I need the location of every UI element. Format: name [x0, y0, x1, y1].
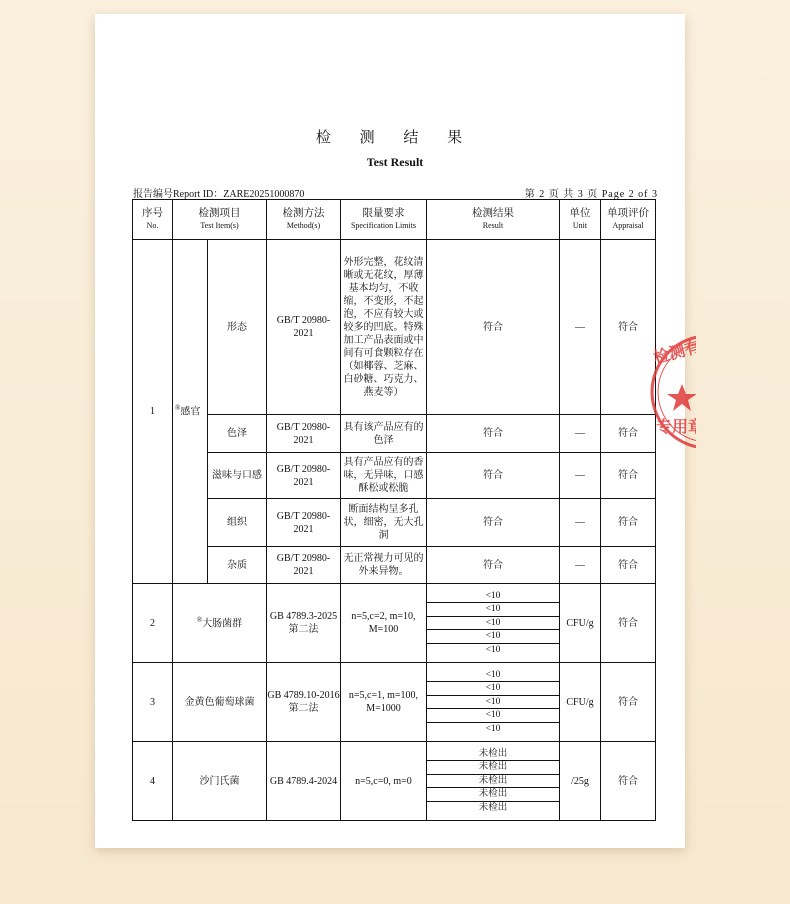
header-unit: 单位 Unit: [560, 200, 601, 240]
test-result: 符合: [427, 453, 560, 499]
header-item: 检测项目 Test Item(s): [173, 200, 267, 240]
group-label: ®感官: [173, 240, 208, 584]
test-item: 色泽: [208, 415, 267, 453]
test-result: 符合: [427, 240, 560, 415]
spec-limit: n=5,c=1, m=100, M=1000: [341, 663, 427, 742]
test-method: GB/T 20980-2021: [267, 499, 341, 547]
test-item: 组织: [208, 499, 267, 547]
appraisal: 符合: [601, 547, 656, 584]
appraisal: 符合: [601, 742, 656, 821]
sub-result: 未检出: [427, 748, 559, 761]
header-appraisal: 单项评价 Appraisal: [601, 200, 656, 240]
unit: CFU/g: [560, 663, 601, 742]
unit: —: [560, 240, 601, 415]
table-row: [133, 547, 656, 584]
test-result: 符合: [427, 415, 560, 453]
row-number: 2: [133, 584, 173, 663]
spec-limit: 无正常视力可见的外来异物。: [341, 547, 427, 584]
sub-result: <10: [427, 669, 559, 682]
appraisal: 符合: [601, 453, 656, 499]
sub-result: <10: [427, 682, 559, 695]
sub-result: <10: [427, 590, 559, 603]
unit: CFU/g: [560, 584, 601, 663]
appraisal: 符合: [601, 663, 656, 742]
title-english: Test Result: [366, 155, 424, 169]
company-seal: [648, 332, 705, 452]
sub-result: <10: [427, 617, 559, 630]
sub-result: 未检出: [478, 802, 508, 813]
sub-result: <10: [427, 696, 559, 709]
sub-result: <10: [485, 723, 501, 734]
sub-result: 未检出: [427, 788, 559, 801]
svg-text:专用章: 专用章: [656, 417, 705, 436]
appraisal: 符合: [601, 499, 656, 547]
sub-results: [427, 742, 560, 821]
sub-results: [427, 584, 560, 663]
test-item: 杂质: [208, 547, 267, 584]
table-row: [133, 415, 656, 453]
table-row: [133, 663, 656, 742]
test-result: 符合: [427, 499, 560, 547]
report-meta-line: [133, 185, 658, 199]
unit: —: [560, 547, 601, 584]
sub-result: <10: [485, 644, 501, 655]
row-number: 3: [133, 663, 173, 742]
table-row: [133, 499, 656, 547]
test-method: GB 4789.10-2016 第二法: [267, 663, 341, 742]
table-row: [133, 453, 656, 499]
header-result: 检测结果 Result: [427, 200, 560, 240]
appraisal: 符合: [601, 415, 656, 453]
test-item: 滋味与口感: [208, 453, 267, 499]
svg-text:检测有: 检测有: [651, 336, 703, 368]
sub-result: 未检出: [427, 761, 559, 774]
test-method: GB/T 20980-2021: [267, 415, 341, 453]
page-indicator: 第 2 页 共 3 页 Page 2 of 3: [524, 189, 658, 200]
test-item: 沙门氏菌: [173, 742, 267, 821]
test-method: GB/T 20980-2021: [267, 240, 341, 415]
spec-limit: 具有产品应有的香味，无异味，口感酥松或松脆: [341, 453, 427, 499]
test-result: 符合: [427, 547, 560, 584]
spec-limit: 外形完整，花纹清晰或无花纹，厚薄基本均匀，不收缩，不变形，不起泡，不应有较大或较多的凹底。特殊加工产品表面或中间有可食颗粒存在（如椰蓉、芝麻、白砂糖、巧克力、燕麦等）: [341, 240, 427, 415]
row-number: 1: [133, 240, 173, 584]
spec-limit: n=5,c=2, m=10, M=100: [341, 584, 427, 663]
appraisal: 符合: [601, 584, 656, 663]
header-no: 序号 No.: [133, 200, 173, 240]
table-header-row: [133, 200, 656, 240]
spec-limit: n=5,c=0, m=0: [341, 742, 427, 821]
unit: —: [560, 453, 601, 499]
unit: —: [560, 499, 601, 547]
test-item: 形态: [208, 240, 267, 415]
sub-result: <10: [427, 603, 559, 616]
results-table: [132, 199, 656, 821]
unit: /25g: [560, 742, 601, 821]
table-row: [133, 240, 656, 415]
test-item: 金黄色葡萄球菌: [173, 663, 267, 742]
header-method: 检测方法 Method(s): [267, 200, 341, 240]
report-id: 报告编号Report ID：ZARE20251000870: [133, 189, 305, 200]
sub-result: 未检出: [427, 775, 559, 788]
test-method: GB 4789.3-2025 第二法: [267, 584, 341, 663]
header-spec: 限量要求 Specification Limits: [341, 200, 427, 240]
spec-limit: 断面结构呈多孔状，细密，无大孔洞: [341, 499, 427, 547]
test-method: GB/T 20980-2021: [267, 453, 341, 499]
table-row: [133, 742, 656, 821]
sub-result: <10: [427, 709, 559, 722]
sub-result: <10: [427, 630, 559, 643]
spec-limit: 具有该产品应有的色泽: [341, 415, 427, 453]
appraisal: 符合: [601, 240, 656, 415]
row-number: 4: [133, 742, 173, 821]
test-method: GB 4789.4-2024: [267, 742, 341, 821]
title-chinese: 检 测 结 果: [315, 128, 475, 146]
test-method: GB/T 20980-2021: [267, 547, 341, 584]
unit: —: [560, 415, 601, 453]
table-row: [133, 584, 656, 663]
sub-results: [427, 663, 560, 742]
test-item: ®大肠菌群: [173, 584, 267, 663]
